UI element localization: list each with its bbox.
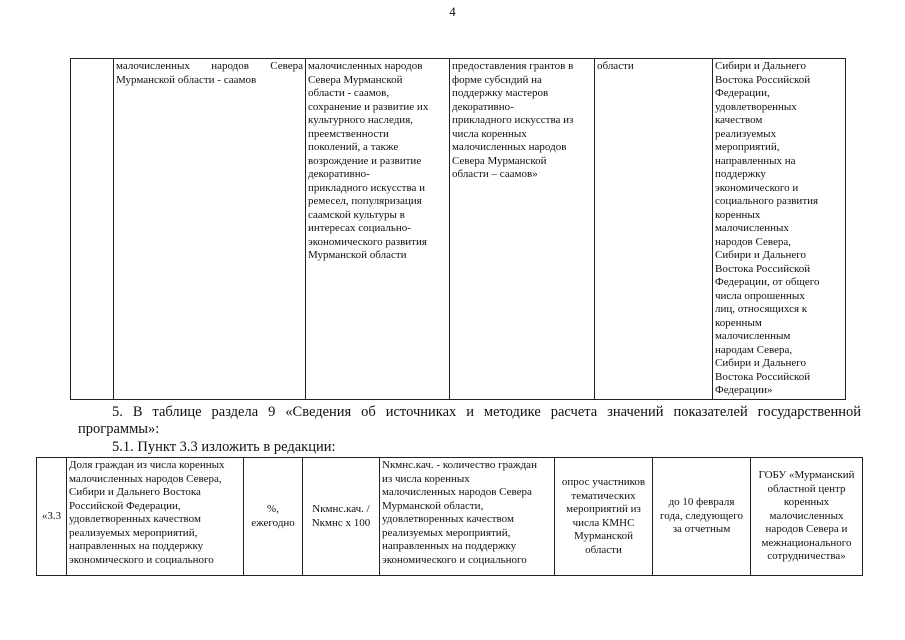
deadline-cell: до 10 февраля года, следующего за отчетным xyxy=(653,458,751,576)
paragraph-item-5-continuation xyxy=(78,421,478,437)
table-cell: малочисленных народов Севера Мурманской области - саамов, сохранение и развитие их культурного наследия, преемственности поколений, а также возрождение и развитие декоративно- прикладного искусства и ремесел, популяризация саамской культуры в интересах социально- экономического развития Мурманской области xyxy=(306,59,450,400)
continued-table xyxy=(70,58,846,400)
description-cell: Nкмнс.кач. - количество граждан из числа коренных малочисленных народов Севера Мурманской области, удовлетворенных качеством реализуемых мероприятий, направленных на поддержку экономического и социального xyxy=(380,458,555,576)
formula-cell: Nкмнс.кач. / Nкмнс х 100 xyxy=(303,458,380,576)
paragraph-text: 5. В таблице раздела 9 «Сведения об источниках и методике расчета значений показателей государственной xyxy=(112,404,861,420)
paragraph-text: программы»: xyxy=(78,421,160,437)
table-cell: Сибири и Дальнего Востока Российской Федерации, удовлетворенных качеством реализуемых мероприятий, направленных на поддержку экономического и социального развития коренных малочисленных народов Севера, Сибири и Дальнего Востока Российской Федерации, от общего числа опрошенных лиц, относящихся к коренным малочисленным народам Севера, Сибири и Дальнего Востока Российской Федерации» xyxy=(713,59,846,400)
indicator-table xyxy=(36,457,863,576)
unit-cell: %, ежегодно xyxy=(244,458,303,576)
page-number: 4 xyxy=(449,4,456,19)
paragraph-item-5 xyxy=(112,404,861,420)
paragraph-item-5-1 xyxy=(112,439,612,455)
row-number: «3.3 xyxy=(37,458,67,576)
indicator-name: Доля граждан из числа коренных малочисленных народов Севера, Сибири и Дальнего Востока Российской Федерации, удовлетворенных качеством реализуемых мероприятий, направленных на поддержку экономического и социального xyxy=(67,458,244,576)
paragraph-text: 5.1. Пункт 3.3 изложить в редакции: xyxy=(112,439,336,455)
table-cell: предоставления грантов в форме субсидий на поддержку мастеров декоративно- прикладного искусства из числа коренных малочисленных народов Севера Мурманской области – саамов» xyxy=(450,59,595,400)
table-cell: малочисленных народов Севера Мурманской области - саамов xyxy=(114,59,306,400)
responsible-cell: ГОБУ «Мурманский областной центр коренных малочисленных народов Севера и межнационального сотрудничества» xyxy=(751,458,863,576)
source-cell: опрос участников тематических мероприятий из числа КМНС Мурманской области xyxy=(555,458,653,576)
table-cell: области xyxy=(595,59,713,400)
table-cell xyxy=(71,59,114,400)
